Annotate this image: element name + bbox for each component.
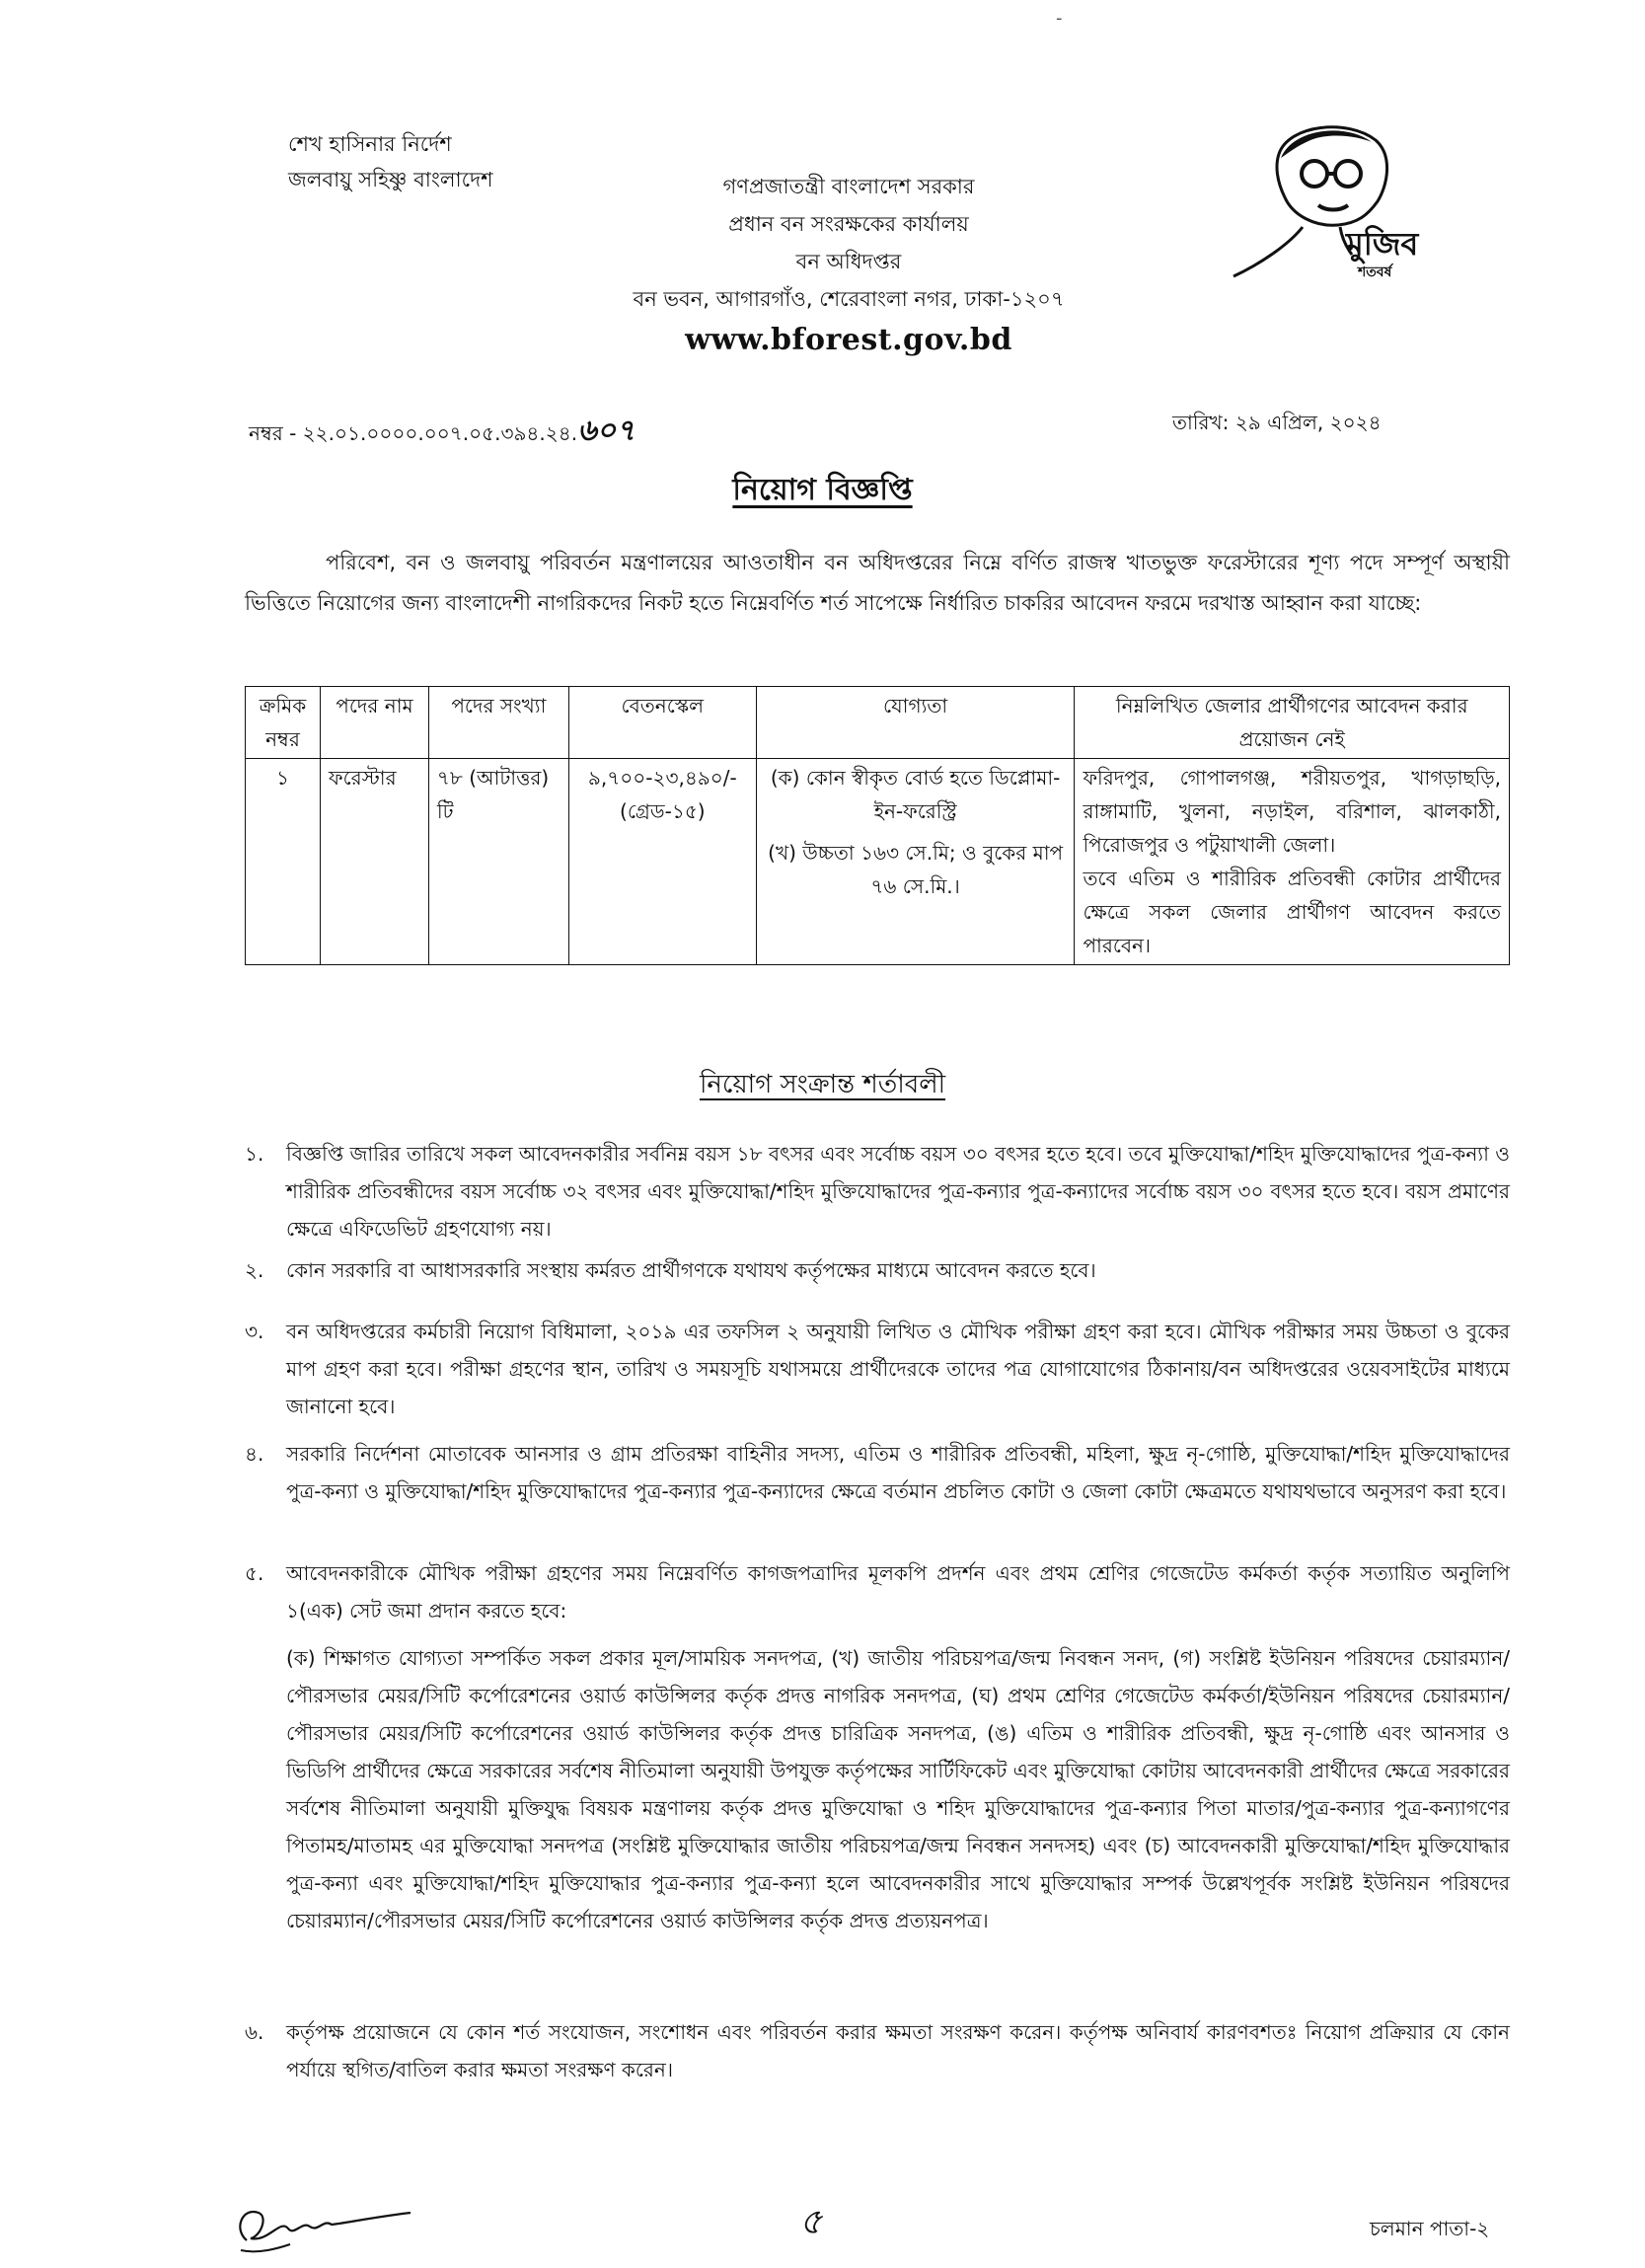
condition-text: কর্তৃপক্ষ প্রয়োজনে যে কোন শর্ত সংযোজন, সংশোধন এবং পরিবর্তন করার ক্ষমতা সংরক্ষণ করেন। কর্তৃপক্ষ অনিবার্য কারণবশতঃ নিয়োগ প্রক্রিয়ার যে কোন পর্যায়ে স্থগিত/বাতিল করার ক্ষমতা সংরক্ষণ করেন। bbox=[286, 2020, 1510, 2081]
cell-excluded-districts bbox=[1075, 759, 1510, 965]
condition-text: সরকারি নির্দেশনা মোতাবেক আনসার ও গ্রাম প্রতিরক্ষা বাহিনীর সদস্য, এতিম ও শারীরিক প্রতিবন্ধী, মহিলা, ক্ষুদ্র নৃ-গোষ্ঠি, মুক্তিযোদ্ধা/শহিদ মুক্তিযোদ্ধাদের পুত্র-কন্যা ও মুক্তিযোদ্ধা/শহিদ মুক্তিযোদ্ধাদের পুত্র-কন্যার পুত্র-কন্যাদের ক্ষেত্রে বর্তমান প্রচলিত কোটা ও জেলা কোটা ক্ষেত্রমতে যথাযথভাবে অনুসরণ করা হবে। bbox=[286, 1442, 1510, 1503]
office-header bbox=[553, 168, 1145, 363]
motto-line-1: শেখ হাসিনার নির্দেশ bbox=[288, 132, 452, 156]
condition-text: বিজ্ঞপ্তি জারির তারিখে সকল আবেদনকারীর সর্বনিম্ন বয়স ১৮ বৎসর এবং সর্বোচ্চ বয়স ৩০ বৎসর হতে হবে। তবে মুক্তিযোদ্ধা/শহিদ মুক্তিযোদ্ধাদের পুত্র-কন্যা ও শারীরিক প্রতিবন্ধীদের বয়স সর্বোচ্চ ৩২ বৎসর এবং মুক্তিযোদ্ধা/শহিদ মুক্তিযোদ্ধাদের পুত্র-কন্যার পুত্র-কন্যাদের সর্বোচ্চ বয়স ৩০ বৎসর হতে হবে। বয়স প্রমাণের ক্ষেত্রে এফিডেভিট গ্রহণযোগ্য নয়। bbox=[286, 1142, 1510, 1241]
header-serial: ক্রমিক নম্বর bbox=[246, 687, 321, 759]
page-title: নিয়োগ বিজ্ঞপ্তি bbox=[732, 473, 913, 507]
excluded-districts-note: তবে এতিম ও শারীরিক প্রতিবন্ধী কোটার প্রার্থীদের ক্ষেত্রে সকল জেলার প্রার্থীগণ আবেদন করতে পারবেন। bbox=[1083, 867, 1501, 957]
motto bbox=[288, 126, 493, 197]
header-scale: বেতনস্কেল bbox=[568, 687, 756, 759]
condition-number: ৩. bbox=[245, 1320, 264, 1343]
condition-item bbox=[245, 1435, 1510, 1510]
condition-item bbox=[245, 1135, 1510, 1247]
website-link[interactable]: www.bforest.gov.bd bbox=[685, 323, 1012, 357]
intro-paragraph: পরিবেশ, বন ও জলবায়ু পরিবর্তন মন্ত্রণালয়ের আওতাধীন বন অধিদপ্তরের নিম্নে বর্ণিত রাজস্ব খাতভুক্ত ফরেস্টারের শূণ্য পদে সম্পূর্ণ অস্থায়ী ভিত্তিতে নিয়োগের জন্য বাংলাদেশী নাগরিকদের নিকট হতে নিম্নেবর্ণিত শর্ত সাপেক্ষে নির্ধারিত চাকরির আবেদন ফরমে দরখাস্ত আহ্বান করা যাচ্ছে: bbox=[245, 551, 1510, 615]
condition-number: ৫. bbox=[245, 1561, 264, 1585]
condition-text: কোন সরকারি বা আধাসরকারি সংস্থায় কর্মরত প্রার্থীগণকে যথাযথ কর্তৃপক্ষের মাধ্যমে আবেদন করতে হবে। bbox=[286, 1258, 1096, 1282]
condition-documents-list: (ক) শিক্ষাগত যোগ্যতা সম্পর্কিত সকল প্রকার মূল/সাময়িক সনদপত্র, (খ) জাতীয় পরিচয়পত্র/জন্ম নিবন্ধন সনদ, (গ) সংশ্লিষ্ট ইউনিয়ন পরিষদের চেয়ারম্যান/পৌরসভার মেয়র/সিটি কর্পোরেশনের ওয়ার্ড কাউন্সিলর কর্তৃক প্রদত্ত নাগরিক সনদপত্র, (ঘ) প্রথম শ্রেণির গেজেটেড কর্মকর্তা/ইউনিয়ন পরিষদের চেয়ারম্যান/পৌরসভার মেয়র/সিটি কর্পোরেশনের ওয়ার্ড কাউন্সিলর কর্তৃক প্রদত্ত চারিত্রিক সনদপত্র, (ঙ) এতিম ও শারীরিক প্রতিবন্ধী, ক্ষুদ্র নৃ-গোষ্ঠি এবং আনসার ও ভিডিপি প্রার্থীদের ক্ষেত্রে সরকারের সর্বশেষ নীতিমালা অনুযায়ী উপযুক্ত কর্তৃপক্ষের সার্টিফিকেট এবং মুক্তিযোদ্ধা কোটায় আবেদনকারী প্রার্থীদের ক্ষেত্রে সরকারের সর্বশেষ নীতিমালা অনুযায়ী মুক্তিযুদ্ধ বিষয়ক মন্ত্রণালয় কর্তৃক প্রদত্ত মুক্তিযোদ্ধা ও শহিদ মুক্তিযোদ্ধাদের পুত্র-কন্যার পিতা মাতার/পুত্র-কন্যার পুত্র-কন্যাগণের পিতামহ/মাতামহ এর মুক্তিযোদ্ধা সনদপত্র (সংশ্লিষ্ট মুক্তিযোদ্ধার জাতীয় পরিচয়পত্র/জন্ম নিবন্ধন সনদসহ) এবং (চ) আবেদনকারী মুক্তিযোদ্ধা/শহিদ মুক্তিযোদ্ধার পুত্র-কন্যা এবং মুক্তিযোদ্ধা/শহিদ মুক্তিযোদ্ধার পুত্র-কন্যার পুত্র-কন্যা হলে আবেদনকারীর সাথে মুক্তিযোদ্ধার সম্পর্ক উল্লেখপূর্বক সংশ্লিষ্ট ইউনিয়ন পরিষদের চেয়ারম্যান/পৌরসভার মেয়র/সিটি কর্পোরেশনের ওয়ার্ড কাউন্সিলর কর্তৃক প্রদত্ত প্রত্যয়নপত্র। bbox=[286, 1646, 1510, 1932]
condition-item bbox=[245, 2013, 1510, 2088]
page-mark: ৫ bbox=[799, 2202, 823, 2242]
mujib-centenary-logo bbox=[1220, 116, 1449, 284]
logo-text: মুজিব bbox=[1346, 225, 1419, 263]
table-header-row bbox=[246, 687, 1510, 759]
condition-number: ৬. bbox=[245, 2020, 264, 2044]
memo-number bbox=[249, 407, 636, 457]
header-qualification: যোগ্যতা bbox=[756, 687, 1075, 759]
memo-date: তারিখ: ২৯ এপ্রিল, ২০২৪ bbox=[1172, 411, 1382, 434]
cell-serial: ১ bbox=[246, 759, 321, 965]
header-excluded-districts: নিম্নলিখিত জেলার প্রার্থীগণের আবেদন করার প্রয়োজন নেই bbox=[1075, 687, 1510, 759]
condition-number: ৪. bbox=[245, 1442, 264, 1466]
logo-subtext: শতবর্ষ bbox=[1358, 265, 1392, 280]
condition-text: আবেদনকারীকে মৌখিক পরীক্ষা গ্রহণের সময় নিম্নেবর্ণিত কাগজপত্রাদির মূলকপি প্রদর্শন এবং প্রথম শ্রেণির গেজেটেড কর্মকর্তা কর্তৃক সত্যায়িত অনুলিপি ১(এক) সেট জমা প্রদান করতে হবে: bbox=[286, 1561, 1510, 1623]
handwritten-signature-icon bbox=[229, 2199, 416, 2258]
top-mark: - bbox=[1056, 8, 1063, 29]
qualification-b: (খ) উচ্চতা ১৬৩ সে.মি; ও বুকের মাপ ৭৬ সে.মি.। bbox=[768, 841, 1064, 898]
header-line-3: বন অধিদপ্তর bbox=[795, 250, 902, 273]
cell-count: ৭৮ (আটাত্তর) টি bbox=[428, 759, 568, 965]
header-line-2: প্রধান বন সংরক্ষকের কার্যালয় bbox=[728, 212, 969, 236]
cell-scale: ৯,৭০০-২৩,৪৯০/- (গ্রেড-১৫) bbox=[568, 759, 756, 965]
excluded-districts-list: ফরিদপুর, গোপালগঞ্জ, শরীয়তপুর, খাগড়াছড়ি, রাঙ্গামাটি, খুলনা, নড়াইল, বরিশাল, ঝালকাঠী, পিরোজপুর ও পটুয়াখালী জেলা। bbox=[1083, 766, 1501, 857]
cell-qualification bbox=[756, 759, 1075, 965]
condition-item bbox=[245, 1313, 1510, 1425]
condition-number: ১. bbox=[245, 1142, 264, 1166]
condition-item bbox=[245, 1554, 1510, 1939]
memo-number-handwritten: ৬০৭ bbox=[577, 414, 636, 448]
header-count: পদের সংখ্যা bbox=[428, 687, 568, 759]
condition-item bbox=[245, 1251, 1510, 1289]
motto-line-2: জলবায়ু সহিষ্ণু বাংলাদেশ bbox=[288, 168, 493, 191]
memo-number-prefix: নম্বর - ২২.০১.০০০০.০০৭.০৫.৩৯৪.২৪. bbox=[249, 421, 578, 445]
table-row bbox=[246, 759, 1510, 965]
condition-number: ২. bbox=[245, 1258, 264, 1282]
qualification-a: (ক) কোন স্বীকৃত বোর্ড হতে ডিপ্লোমা-ইন-ফরেস্ট্রি bbox=[770, 766, 1061, 823]
condition-text: বন অধিদপ্তরের কর্মচারী নিয়োগ বিধিমালা, ২০১৯ এর তফসিল ২ অনুযায়ী লিখিত ও মৌখিক পরীক্ষা গ্রহণ করা হবে। মৌখিক পরীক্ষার সময় উচ্চতা ও বুকের মাপ গ্রহণ করা হবে। পরীক্ষা গ্রহণের স্থান, তারিখ ও সময়সূচি যথাসময়ে প্রার্থীদেরকে তাদের পত্র যোগাযোগের ঠিকানায়/বন অধিদপ্তরের ওয়েবসাইটের মাধ্যমে জানানো হবে। bbox=[286, 1320, 1510, 1418]
header-address: বন ভবন, আগারগাঁও, শেরেবাংলা নগর, ঢাকা-১২০৭ bbox=[633, 287, 1065, 311]
conditions-title: নিয়োগ সংক্রান্ত শর্তাবলী bbox=[699, 1070, 946, 1099]
cell-post: ফরেস্টার bbox=[320, 759, 428, 965]
vacancy-table bbox=[245, 686, 1510, 965]
signature bbox=[229, 2199, 416, 2258]
header-line-1: গণপ্রজাতন্ত্রী বাংলাদেশ সরকার bbox=[722, 175, 975, 198]
header-post: পদের নাম bbox=[320, 687, 428, 759]
continued-page-note: চলমান পাতা-২ bbox=[1370, 2217, 1490, 2240]
